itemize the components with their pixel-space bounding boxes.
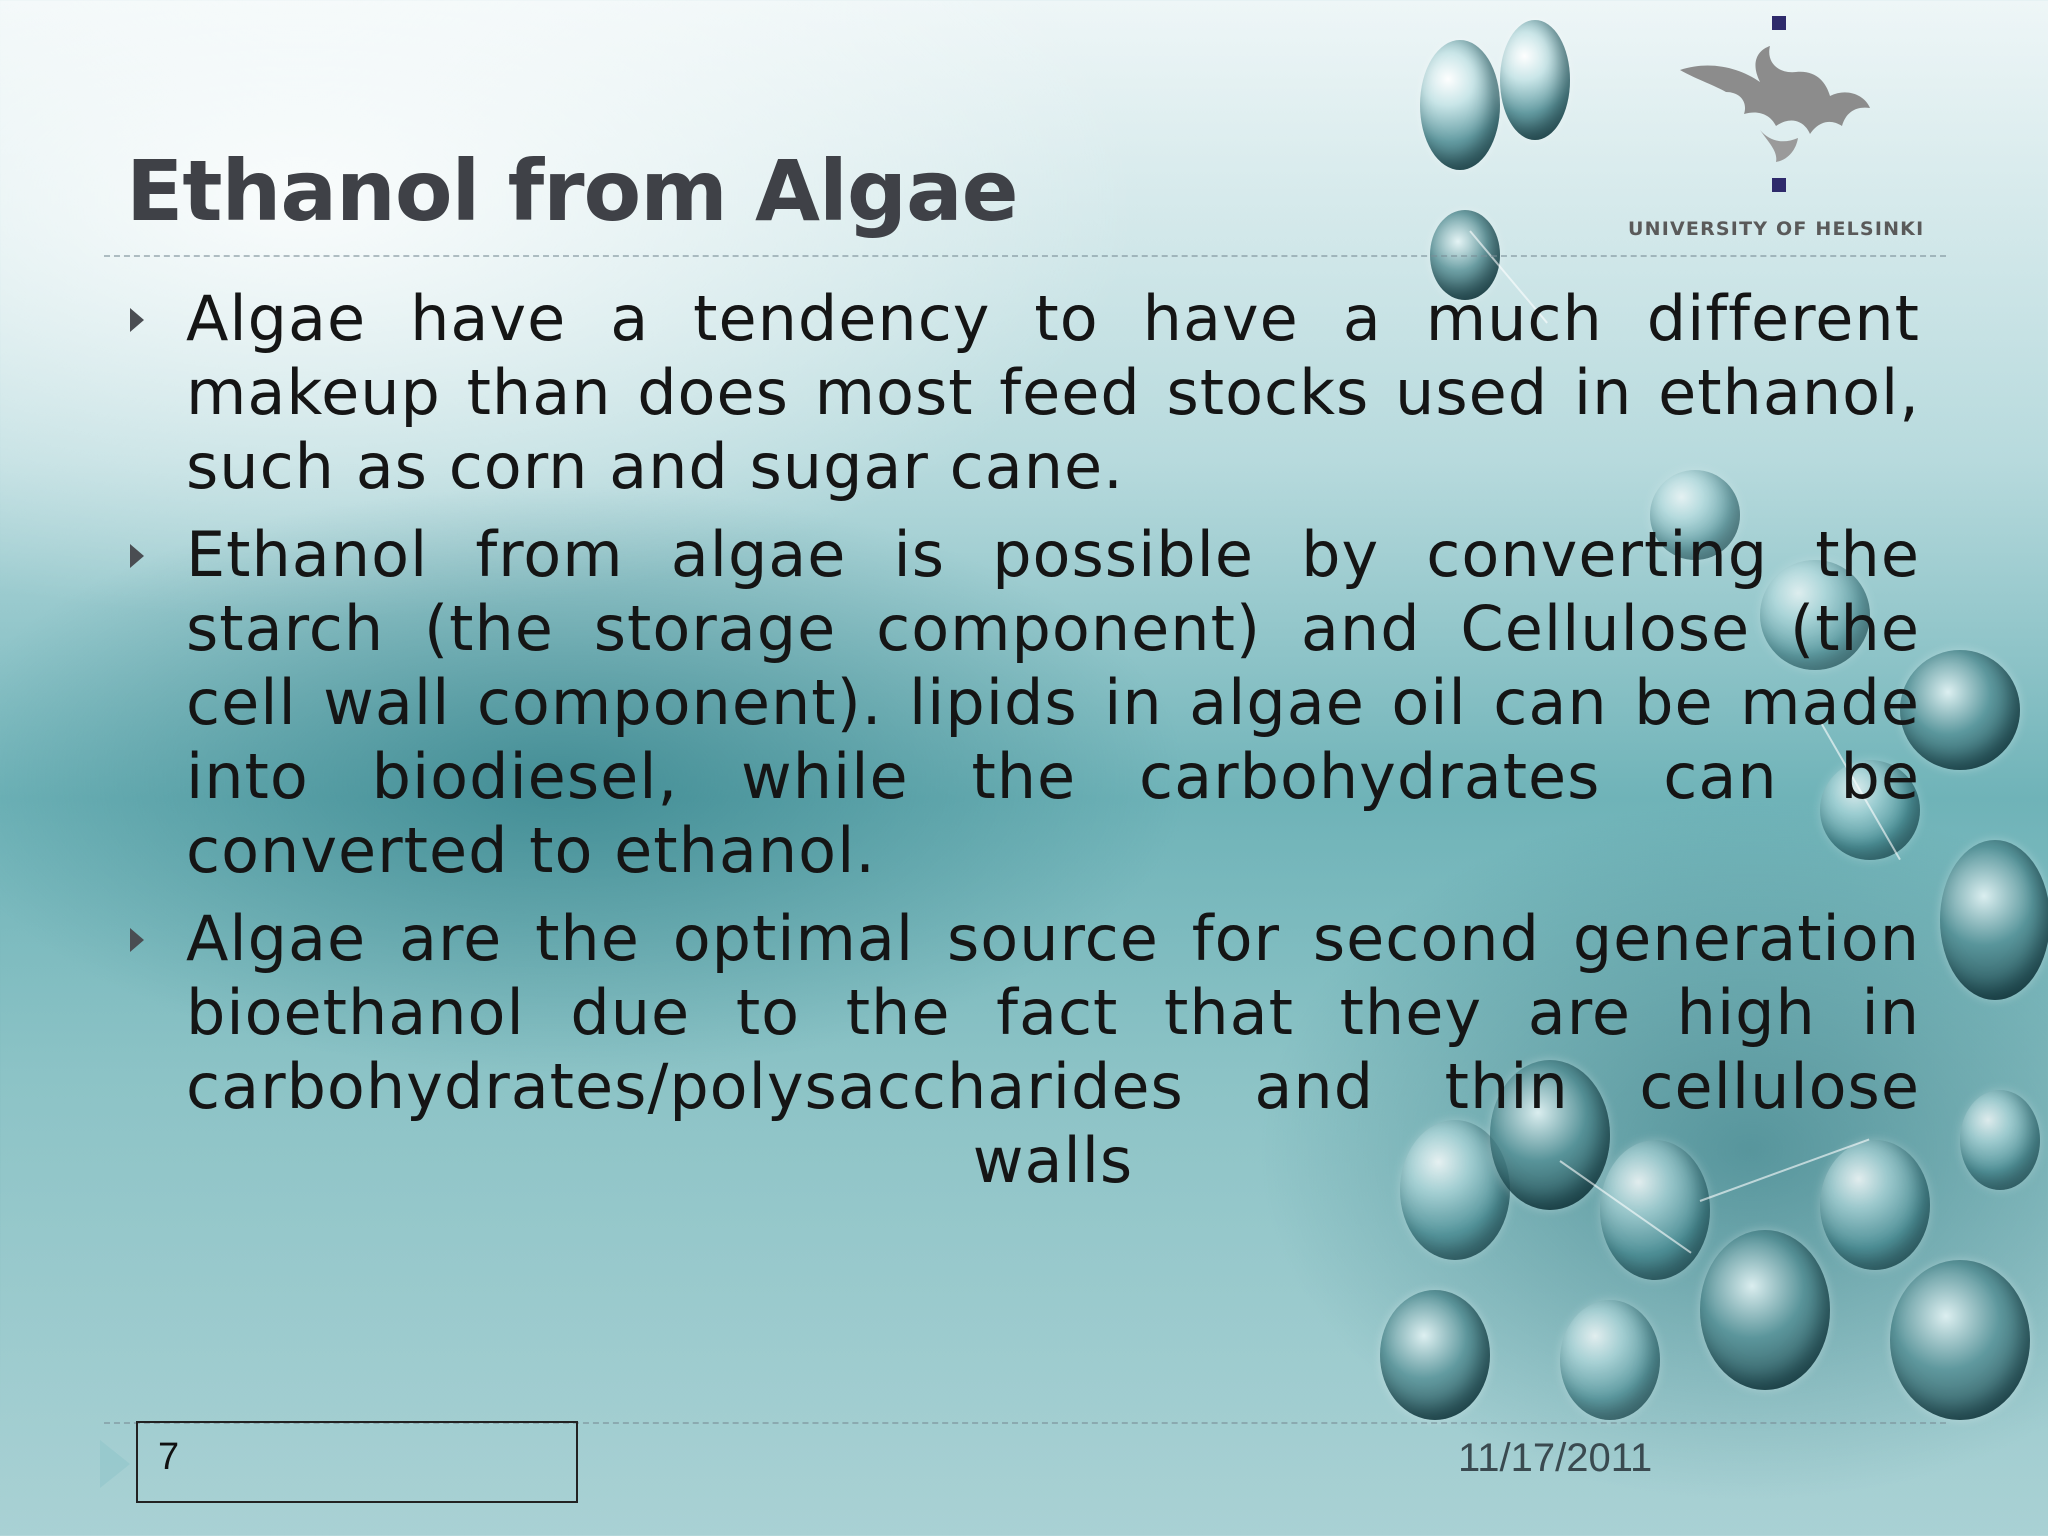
bullet-list — [120, 282, 1920, 1212]
footer-arrow-icon — [100, 1440, 130, 1488]
page-number-box — [136, 1421, 578, 1503]
bullet-item — [120, 282, 1920, 504]
triangle-right-icon — [130, 544, 144, 568]
triangle-right-icon — [130, 308, 144, 332]
triangle-right-icon — [130, 928, 144, 952]
slide-date: 11/17/2011 — [1458, 1436, 1653, 1480]
page-number: 7 — [158, 1436, 180, 1478]
bullet-item — [120, 902, 1920, 1198]
bullet-text: Algae have a tendency to have a much different makeup than does most feed stocks used in ethanol, such as corn and sugar cane. — [186, 282, 1920, 503]
title-divider — [104, 255, 1946, 257]
bullet-item — [120, 518, 1920, 888]
slide-title: Ethanol from Algae — [126, 142, 1018, 240]
flame-logo-icon — [1620, 10, 1940, 220]
bullet-text: Algae are the optimal source for second generation bioethanol due to the fact that they are high in carbohydrates/polysaccharides and thin cellulose walls — [186, 902, 1920, 1197]
university-logo — [1620, 10, 1940, 240]
bullet-text: Ethanol from algae is possible by converting the starch (the storage component) and Cellulose (the cell wall component). lipids in algae oil can be made into biodiesel, while the carbohydrates can be converted to ethanol. — [186, 518, 1920, 887]
logo-caption: UNIVERSITY OF HELSINKI — [1628, 218, 1925, 240]
